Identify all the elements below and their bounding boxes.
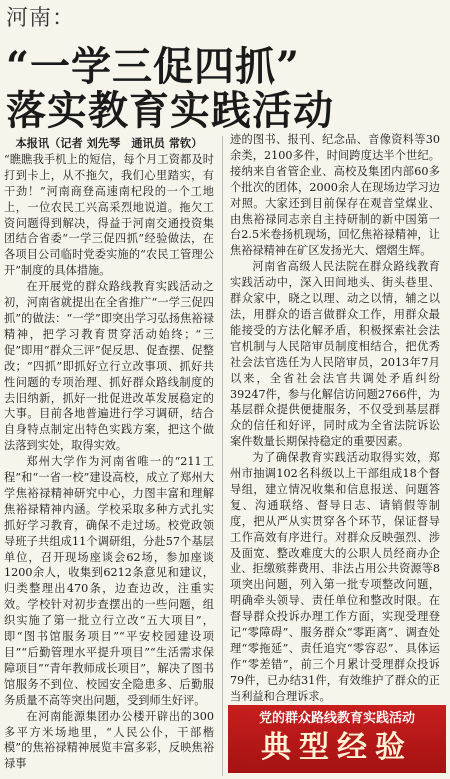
byline: 本报讯（记者 刘先琴 通讯员 常钦） — [15, 136, 203, 150]
headline-line-1: “一学三促四抓” — [6, 43, 301, 90]
paragraph: “瞧瞧我手机上的短信，每个月工资都及时打到卡上，从不拖欠，我们心里踏实，有干劲！”河南商登高速南杞段的一个工地上，一位农民工兴高采烈地说道。拖欠工资问题得到解决，得益于河南交通投资集团结合省委“一学三促四抓”经验做法，在各项目公司临时党委实施的“农民工管理公开”制度的具体措施。 — [4, 152, 214, 278]
paragraph: 为了确保教育实践活动取得实效，郑州市抽调102名科级以上干部组成18个督导组，建立情况收集和信息报送、问题答复、沟通联络、督导日志、请销假等制度，把从严从实贯穿各个环节，保证督导工作高效有序进行。对群众反映强烈、涉及面宽、整改难度大的公职人员经商办企业、拒缴殡葬费用、非法占用公共资源等8项突出问题，列入第一批专项整改问题，明确牵头领导、责任单位和整改时限。在督导群众投诉办理工作方面，实现受理登记“零障碍”、服务群众“零距离”、调查处理“零拖延”、责任追究“零容忍”、具体运作“零差错”，前三个月累计受理群众投诉79件，已办结31件，有效维护了群众的正当利益和合理诉求。 — [230, 451, 440, 703]
paragraph: 迹的图书、报刊、纪念品、音像资料等30余类，2100多件，时间跨度达半个世纪。接纳来自省管企业、高校及集团内部60多个批次的团体，2000余人在现场边学习边对照。大家还到目前保存在观音堂煤业、由焦裕禄同志亲自主持研制的新中国第一台2.5米卷扬机现场，回忆焦裕禄精神，让焦裕禄精神在矿区发扬光大、熠熠生辉。 — [230, 133, 440, 258]
paragraph: 河南省高级人民法院在群众路线教育实践活动中，深入田间地头、街头巷里、群众家中，晓之以理、动之以情，辅之以法，用群众的语言做群众工作，用群众最能接受的方法化解矛盾，积极探索社会法官机制与人民陪审员制度相结合，把优秀社会法官选任为人民陪审员，2013年7月以来，全省社会法官共调处矛盾纠纷39247件，参与化解信访问题2766件，为基层群众提供便捷服务，不仅受到基层群众的信任和好评，同时成为全省法院诉讼案件数量长期保持稳定的重要因素。 — [230, 260, 440, 449]
province-label: 河南： — [6, 6, 76, 31]
headline-line-2: 落实教育实践活动 — [6, 87, 334, 134]
banner-title: 典型经验 — [261, 730, 413, 765]
paragraph: 在开展党的群众路线教育实践活动之初，河南省就提出在全省推广“一学三促四抓”的做法：“一学”即突出学习弘扬焦裕禄精神，把学习教育贯穿活动始终；“三促”即用“群众三评”促反思、促查摆、促整改；“四抓”即抓好立行立改事项、抓好共性问题的专项治理、抓好群众路线制度的去旧纳新，抓好一批促进改革发展稳定的大事。目前各地普遍进行学习调研，结合自身特点制定出特色实践方案，把这个做法落到实处，取得实效。 — [4, 280, 214, 453]
banner-subtitle: 党的群众路线教育实践活动 — [258, 711, 415, 726]
paragraph: 在河南能源集团办公楼开辟出的300多平方米场地里，“人民公仆，干部楷模”的焦裕禄精神展览丰富多彩，反映焦裕禄事 — [4, 709, 214, 771]
right-column — [230, 132, 440, 705]
paragraph: 郑州大学作为河南省唯一的“211工程”和“一省一校”建设高校，成立了郑州大学焦裕禄精神研究中心，力图丰富和理解焦裕禄精神内涵。学校采取多种方式扎实抓好学习教育，确保不走过场。校党政领导班子共组成11个调研组，分赴57个基层单位，召开现场座谈会62场，参加座谈1200余人，收集到6212条意见和建议，归类整理出470条，边查边改，注重实效。学校针对初步查摆出的一些问题，组织实施了第一批立行立改“五大项目”，即“图书馆服务项目”“平安校园建设项目”“后勤管理水平提升项目”“生活需求保障项目”“青年教师成长项目”，解决了图书馆服务不到位、校园安全隐患多、后勤服务质量不高等突出问题，受到师生好评。 — [4, 455, 214, 707]
column-divider — [222, 136, 223, 776]
typical-experience-banner — [228, 705, 446, 773]
left-column — [4, 136, 214, 772]
